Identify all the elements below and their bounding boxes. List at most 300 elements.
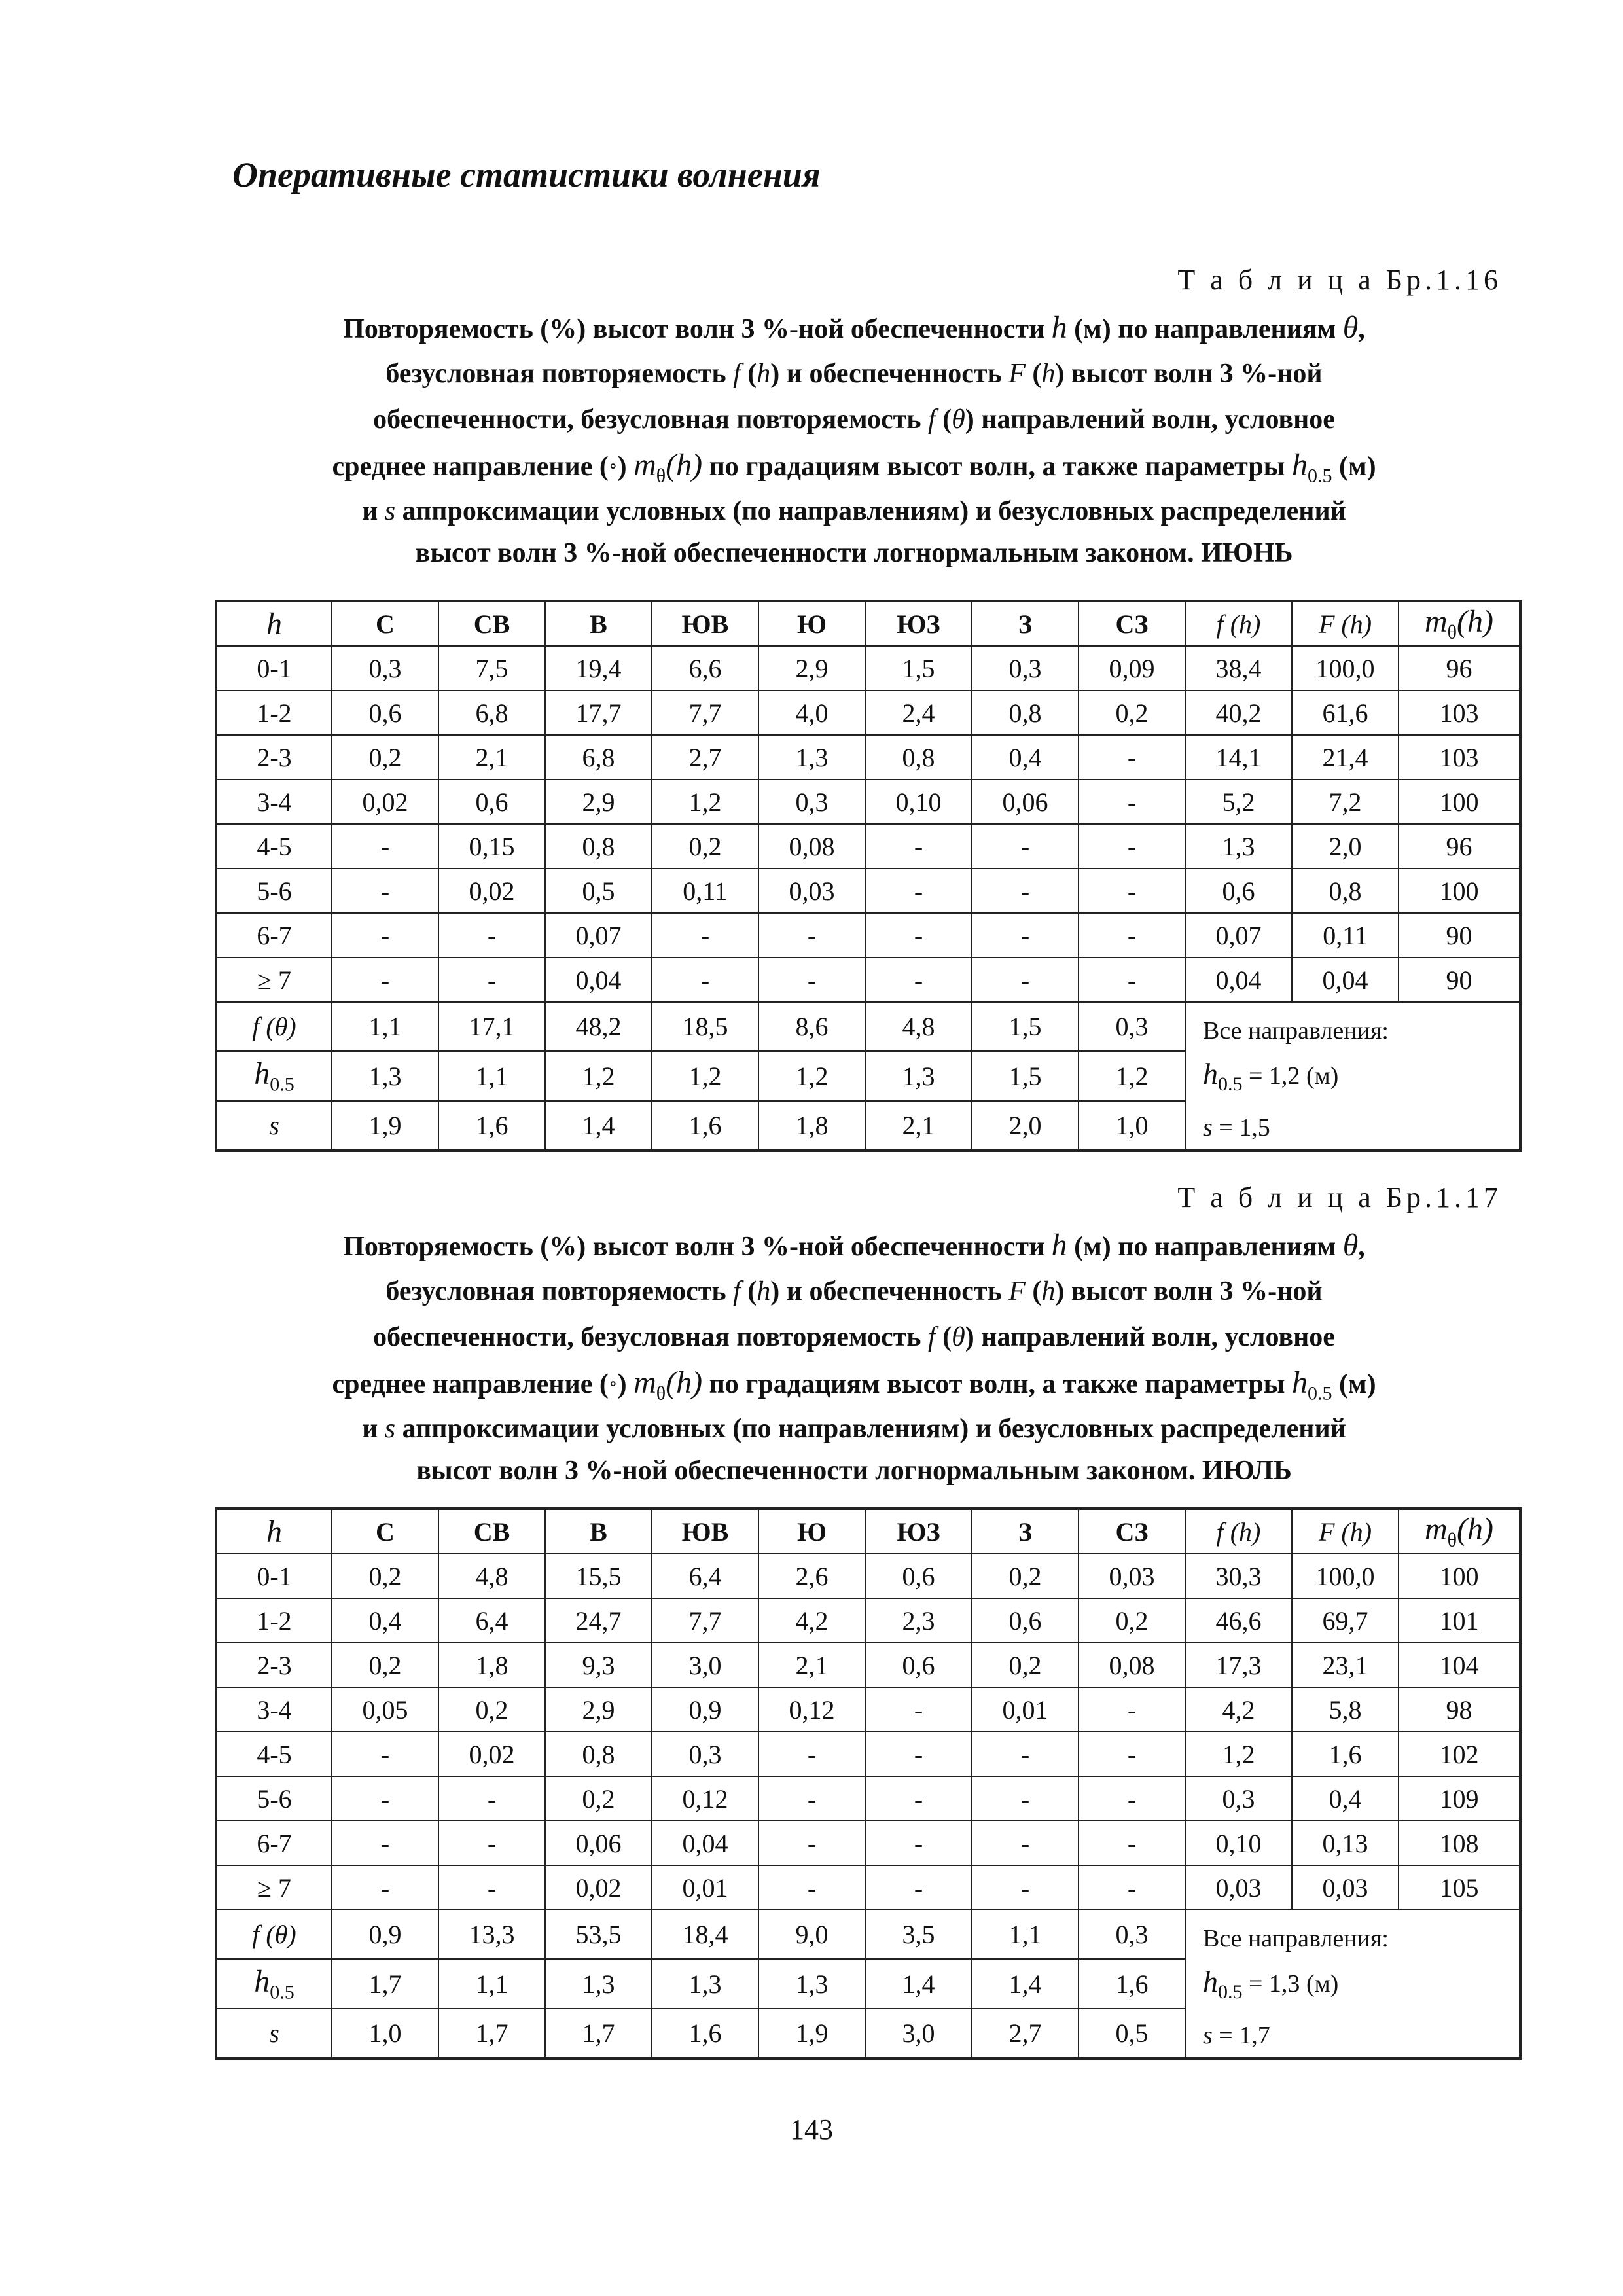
table-cell: 103 bbox=[1399, 735, 1520, 780]
table-cell: 100 bbox=[1399, 1554, 1520, 1598]
h05-label bbox=[254, 1056, 294, 1096]
table-cell: 90 bbox=[1399, 913, 1520, 958]
table-cell: - bbox=[438, 1865, 545, 1910]
table-cell: 0,12 bbox=[758, 1687, 865, 1732]
table-cell: 69,7 bbox=[1292, 1598, 1399, 1643]
table-cell: 1,4 bbox=[972, 1959, 1079, 2008]
table-cell: 105 bbox=[1399, 1865, 1520, 1910]
table-cell: 48,2 bbox=[545, 1002, 652, 1051]
table-cell: - bbox=[758, 1776, 865, 1821]
table-cell: 5,8 bbox=[1292, 1687, 1399, 1732]
row-label: 5-6 bbox=[216, 1776, 332, 1821]
table-cell: - bbox=[865, 913, 972, 958]
table-cell: 1,3 bbox=[758, 735, 865, 780]
wave-table-june bbox=[215, 600, 1522, 1152]
table-cell: 0,2 bbox=[1079, 1598, 1185, 1643]
h05-sub: 0.5 bbox=[270, 1073, 294, 1096]
table-cell: 0,02 bbox=[332, 780, 438, 824]
table-cell: 3,0 bbox=[652, 1643, 758, 1687]
table-cell: 0,3 bbox=[1185, 1776, 1292, 1821]
row-label: ≥ 7 bbox=[216, 958, 332, 1002]
header-cell: СВ bbox=[438, 601, 545, 646]
summary-s bbox=[1203, 2014, 1519, 2057]
h05-label bbox=[254, 1964, 294, 2003]
table-cell: 6,6 bbox=[652, 646, 758, 691]
table-row bbox=[216, 735, 1520, 780]
table-cell: 6,8 bbox=[545, 735, 652, 780]
table-cell: 0,6 bbox=[865, 1554, 972, 1598]
table-cell: 1,9 bbox=[332, 1101, 438, 1151]
summary-heading: Все направления: bbox=[1203, 1925, 1389, 1952]
table-cell: 1,0 bbox=[332, 2009, 438, 2058]
table-cell: 0,5 bbox=[545, 869, 652, 913]
table-cell: 3,5 bbox=[865, 1910, 972, 1959]
table-cell: 38,4 bbox=[1185, 646, 1292, 691]
table-cell: 0,3 bbox=[1079, 1002, 1185, 1051]
header-row bbox=[216, 1509, 1520, 1554]
table-cell: - bbox=[972, 1776, 1079, 1821]
table-cell: - bbox=[758, 913, 865, 958]
table-cell: 0,3 bbox=[972, 646, 1079, 691]
header-cell: З bbox=[972, 1509, 1079, 1554]
header-row bbox=[216, 601, 1520, 646]
table-cell: - bbox=[1079, 869, 1185, 913]
table-cell: 0,2 bbox=[972, 1554, 1079, 1598]
summary-h05-value: = 1,2 bbox=[1249, 1062, 1300, 1090]
table-cell: 0,8 bbox=[545, 824, 652, 869]
summary-s bbox=[1203, 1106, 1519, 1149]
header-cell: Ю bbox=[758, 601, 865, 646]
row-label: 4-5 bbox=[216, 1732, 332, 1776]
header-cell: С bbox=[332, 601, 438, 646]
table-cell: - bbox=[865, 824, 972, 869]
table-cell: 1,3 bbox=[758, 1959, 865, 2008]
table-cell: 0,13 bbox=[1292, 1821, 1399, 1865]
table-cell: 2,1 bbox=[758, 1643, 865, 1687]
s-label: s bbox=[269, 2018, 279, 2048]
header-cell bbox=[1185, 601, 1292, 646]
header-cell bbox=[1399, 601, 1520, 646]
table-cell: 0,3 bbox=[332, 646, 438, 691]
table-row bbox=[216, 780, 1520, 824]
row-label: 0-1 bbox=[216, 1554, 332, 1598]
table-cell: 1,7 bbox=[438, 2009, 545, 2058]
table-cell: 0,02 bbox=[438, 1732, 545, 1776]
table-cell: - bbox=[972, 869, 1079, 913]
table-cell: 4,8 bbox=[438, 1554, 545, 1598]
table-row bbox=[216, 913, 1520, 958]
table-cell: 0,2 bbox=[652, 824, 758, 869]
table-cell: - bbox=[1079, 1865, 1185, 1910]
table-cell: 0,9 bbox=[332, 1910, 438, 1959]
table-row bbox=[216, 1821, 1520, 1865]
table-cell: 1,1 bbox=[332, 1002, 438, 1051]
table-cell: 9,3 bbox=[545, 1643, 652, 1687]
row-label bbox=[216, 1051, 332, 1100]
header-m-sub: θ bbox=[1447, 621, 1457, 643]
header-cell bbox=[1292, 1509, 1399, 1554]
table-cell: 0,8 bbox=[972, 691, 1079, 735]
table-cell: 0,4 bbox=[972, 735, 1079, 780]
table-cell: 0,07 bbox=[1185, 913, 1292, 958]
summary-cell bbox=[1185, 1910, 1520, 2058]
summary-unit: (м) bbox=[1306, 1062, 1339, 1090]
table-cell: 17,3 bbox=[1185, 1643, 1292, 1687]
table-cell: - bbox=[332, 958, 438, 1002]
table-cell: 0,10 bbox=[1185, 1821, 1292, 1865]
table-cell: 0,6 bbox=[332, 691, 438, 735]
header-cell bbox=[216, 601, 332, 646]
row-label: 6-7 bbox=[216, 1821, 332, 1865]
table-cell: 4,8 bbox=[865, 1002, 972, 1051]
row-label: 5-6 bbox=[216, 869, 332, 913]
table-cell: 1,6 bbox=[438, 1101, 545, 1151]
table-cell: 2,3 bbox=[865, 1598, 972, 1643]
table-cell: 0,01 bbox=[652, 1865, 758, 1910]
table-cell: 19,4 bbox=[545, 646, 652, 691]
table-cell: 53,5 bbox=[545, 1910, 652, 1959]
header-m-sub: θ bbox=[1447, 1529, 1457, 1551]
table-cell: 0,9 bbox=[652, 1687, 758, 1732]
table-cell: - bbox=[438, 913, 545, 958]
table-cell: - bbox=[652, 913, 758, 958]
header-m-letter: m bbox=[1424, 1512, 1448, 1547]
summary-s-value: = 1,5 bbox=[1219, 1114, 1270, 1142]
header-fh: f (h) bbox=[1216, 609, 1261, 639]
table-cell: 104 bbox=[1399, 1643, 1520, 1687]
table-cell: 0,15 bbox=[438, 824, 545, 869]
table-cell: 4,0 bbox=[758, 691, 865, 735]
summary-heading: Все направления: bbox=[1203, 1017, 1389, 1045]
row-label: 1-2 bbox=[216, 1598, 332, 1643]
table-cell: - bbox=[972, 1865, 1079, 1910]
table-cell: - bbox=[438, 958, 545, 1002]
table-cell: 0,3 bbox=[758, 780, 865, 824]
header-cell: С bbox=[332, 1509, 438, 1554]
summary-h05 bbox=[1203, 1960, 1519, 2014]
table-cell: 7,7 bbox=[652, 691, 758, 735]
summary-cell bbox=[1185, 1002, 1520, 1151]
header-cell: СЗ bbox=[1079, 1509, 1185, 1554]
table-cell: - bbox=[865, 869, 972, 913]
table-cell: 15,5 bbox=[545, 1554, 652, 1598]
header-cell: В bbox=[545, 1509, 652, 1554]
ftheta-label: f (θ) bbox=[252, 1012, 296, 1042]
table-caption: Повторяемость (%) высот волн 3 %-ной обеспеченности h (м) по направлениям θ, безусловная повторяемость f (h) и обеспеченность F (h) высот волн 3 %-ной обеспеченности, безусловная повторяемость f (θ) направлений волн, условное среднее направление (∘) $m_\theta(h)$ по градациям высот волн, а также параметры $h_{0.5}$ (м) и s аппроксимации условных (по направлениям) и безусловных распределений высот волн 3 %-ной обеспеченности логнормальным законом. ИЮНЬ bbox=[332, 310, 1376, 568]
row-label bbox=[216, 2009, 332, 2058]
row-label bbox=[216, 1959, 332, 2008]
table-cell: 0,12 bbox=[652, 1776, 758, 1821]
table-cell: - bbox=[758, 958, 865, 1002]
table-cell: 98 bbox=[1399, 1687, 1520, 1732]
section-title: Оперативные статистики волнения bbox=[232, 155, 821, 194]
table-cell: 0,08 bbox=[1079, 1643, 1185, 1687]
table-cell: 0,05 bbox=[332, 1687, 438, 1732]
table-cell: 0,3 bbox=[1079, 1910, 1185, 1959]
table-cell: 0,11 bbox=[1292, 913, 1399, 958]
header-cell: Ю bbox=[758, 1509, 865, 1554]
table-cell: 1,7 bbox=[545, 2009, 652, 2058]
row-label: 2-3 bbox=[216, 1643, 332, 1687]
table-cell: 0,01 bbox=[972, 1687, 1079, 1732]
table-cell: 0,08 bbox=[758, 824, 865, 869]
header-m-arg: (h) bbox=[1457, 1512, 1493, 1547]
table-cell: - bbox=[332, 1732, 438, 1776]
table-cell: 1,2 bbox=[652, 780, 758, 824]
table-cell: 0,06 bbox=[545, 1821, 652, 1865]
summary-s-symbol: s bbox=[1203, 1114, 1213, 1142]
table-cell: 2,9 bbox=[545, 780, 652, 824]
table-cell: 1,5 bbox=[865, 646, 972, 691]
table-cell: 18,4 bbox=[652, 1910, 758, 1959]
table-cell: 2,0 bbox=[1292, 824, 1399, 869]
table-caption: Повторяемость (%) высот волн 3 %-ной обеспеченности h (м) по направлениям θ, безусловная повторяемость f (h) и обеспеченность F (h) высот волн 3 %-ной обеспеченности, безусловная повторяемость f (θ) направлений волн, условное среднее направление (∘) $m_\theta(h)$ по градациям высот волн, а также параметры $h_{0.5}$ (м) и s аппроксимации условных (по направлениям) и безусловных распределений высот волн 3 %-ной обеспеченности логнормальным законом. ИЮЛЬ bbox=[332, 1228, 1376, 1486]
row-label: 3-4 bbox=[216, 1687, 332, 1732]
table-cell: 0,4 bbox=[332, 1598, 438, 1643]
header-h: h bbox=[266, 1514, 282, 1549]
h05-letter: h bbox=[254, 1056, 270, 1092]
summary-h05-value: = 1,3 bbox=[1249, 1970, 1300, 1998]
row-label: ≥ 7 bbox=[216, 1865, 332, 1910]
header-m bbox=[1424, 604, 1493, 643]
table-row bbox=[216, 1554, 1520, 1598]
s-label: s bbox=[269, 1110, 279, 1140]
table-cell: 2,7 bbox=[652, 735, 758, 780]
table-cell: 0,09 bbox=[1079, 646, 1185, 691]
table-cell: 96 bbox=[1399, 646, 1520, 691]
table-row bbox=[216, 1776, 1520, 1821]
table-cell: 0,6 bbox=[865, 1643, 972, 1687]
table-cell: 102 bbox=[1399, 1732, 1520, 1776]
summary-h05-sub: 0.5 bbox=[1218, 1073, 1243, 1096]
table-cell: 0,03 bbox=[1079, 1554, 1185, 1598]
table-cell: - bbox=[332, 1821, 438, 1865]
table-cell: - bbox=[332, 869, 438, 913]
table-cell: 1,8 bbox=[438, 1643, 545, 1687]
table-cell: 1,6 bbox=[652, 1101, 758, 1151]
table-cell: 0,2 bbox=[1079, 691, 1185, 735]
table-row bbox=[216, 869, 1520, 913]
table-cell: 0,5 bbox=[1079, 2009, 1185, 2058]
table-cell: 1,6 bbox=[1292, 1732, 1399, 1776]
table-cell: 2,9 bbox=[758, 646, 865, 691]
table-row bbox=[216, 1002, 1520, 1051]
header-m-letter: m bbox=[1424, 604, 1448, 639]
table-cell: - bbox=[332, 913, 438, 958]
header-cell bbox=[216, 1509, 332, 1554]
table-cell: 7,2 bbox=[1292, 780, 1399, 824]
table-cell: 0,04 bbox=[1292, 958, 1399, 1002]
table-cell: - bbox=[972, 1821, 1079, 1865]
table-cell: 0,03 bbox=[1185, 1865, 1292, 1910]
table-cell: 0,2 bbox=[332, 735, 438, 780]
table-cell: 96 bbox=[1399, 824, 1520, 869]
table-row bbox=[216, 958, 1520, 1002]
table-row bbox=[216, 1598, 1520, 1643]
table-cell: 3,0 bbox=[865, 2009, 972, 2058]
table-cell: 0,6 bbox=[438, 780, 545, 824]
table-cell: - bbox=[332, 1865, 438, 1910]
table-cell: 1,6 bbox=[652, 2009, 758, 2058]
table-cell: 1,6 bbox=[1079, 1959, 1185, 2008]
table-cell: 2,4 bbox=[865, 691, 972, 735]
row-label: 6-7 bbox=[216, 913, 332, 958]
table-cell: 0,4 bbox=[1292, 1776, 1399, 1821]
table-cell: 90 bbox=[1399, 958, 1520, 1002]
ftheta-label: f (θ) bbox=[252, 1920, 296, 1950]
table-cell: - bbox=[332, 824, 438, 869]
table-cell: - bbox=[438, 1776, 545, 1821]
h05-letter: h bbox=[254, 1964, 270, 2000]
wave-table-july bbox=[215, 1507, 1522, 2060]
table-cell: 7,5 bbox=[438, 646, 545, 691]
table-cell: 0,10 bbox=[865, 780, 972, 824]
table-row bbox=[216, 1687, 1520, 1732]
table-cell: 30,3 bbox=[1185, 1554, 1292, 1598]
table-cell: - bbox=[972, 1732, 1079, 1776]
table-cell: 8,6 bbox=[758, 1002, 865, 1051]
table-row bbox=[216, 646, 1520, 691]
table-cell: 0,07 bbox=[545, 913, 652, 958]
header-m-arg: (h) bbox=[1457, 604, 1493, 639]
table-cell: 1,7 bbox=[332, 1959, 438, 2008]
table-cell: 2,1 bbox=[865, 1101, 972, 1151]
table-cell: 0,11 bbox=[652, 869, 758, 913]
table-cell: 9,0 bbox=[758, 1910, 865, 1959]
table-cell: - bbox=[1079, 1732, 1185, 1776]
table-cell: 61,6 bbox=[1292, 691, 1399, 735]
table-number: Т а б л и ц а Бр.1.16 bbox=[1177, 264, 1502, 296]
table-cell: 0,02 bbox=[545, 1865, 652, 1910]
table-cell: 0,2 bbox=[545, 1776, 652, 1821]
table-cell: 21,4 bbox=[1292, 735, 1399, 780]
table-cell: 23,1 bbox=[1292, 1643, 1399, 1687]
table-cell: 17,7 bbox=[545, 691, 652, 735]
header-m bbox=[1424, 1512, 1493, 1551]
table-cell: - bbox=[865, 958, 972, 1002]
table-cell: 0,02 bbox=[438, 869, 545, 913]
header-cell: ЮЗ bbox=[865, 601, 972, 646]
header-cell bbox=[1399, 1509, 1520, 1554]
table-cell: - bbox=[1079, 958, 1185, 1002]
table-cell: 1,8 bbox=[758, 1101, 865, 1151]
header-Fh: F (h) bbox=[1318, 609, 1372, 639]
table-cell: - bbox=[1079, 824, 1185, 869]
table-row bbox=[216, 1865, 1520, 1910]
table-row bbox=[216, 1910, 1520, 1959]
table-cell: - bbox=[652, 958, 758, 1002]
table-cell: 100 bbox=[1399, 869, 1520, 913]
table-cell: 1,1 bbox=[438, 1051, 545, 1100]
table-cell: 0,6 bbox=[1185, 869, 1292, 913]
table-cell: 0,8 bbox=[865, 735, 972, 780]
table-cell: 1,2 bbox=[1185, 1732, 1292, 1776]
table-cell: 1,2 bbox=[758, 1051, 865, 1100]
header-cell: З bbox=[972, 601, 1079, 646]
table-cell: - bbox=[972, 958, 1079, 1002]
table-cell: 101 bbox=[1399, 1598, 1520, 1643]
table-cell: 4,2 bbox=[758, 1598, 865, 1643]
header-h: h bbox=[266, 606, 282, 641]
table-cell: 2,7 bbox=[972, 2009, 1079, 2058]
table-cell: - bbox=[865, 1732, 972, 1776]
table-cell: 2,1 bbox=[438, 735, 545, 780]
table-cell: 7,7 bbox=[652, 1598, 758, 1643]
table-cell: 0,3 bbox=[652, 1732, 758, 1776]
table-cell: - bbox=[865, 1821, 972, 1865]
header-cell: В bbox=[545, 601, 652, 646]
table-cell: - bbox=[438, 1821, 545, 1865]
header-cell: СЗ bbox=[1079, 601, 1185, 646]
table-cell: 108 bbox=[1399, 1821, 1520, 1865]
table-cell: 0,06 bbox=[972, 780, 1079, 824]
summary-h05 bbox=[1203, 1052, 1519, 1106]
table-cell: 0,03 bbox=[1292, 1865, 1399, 1910]
table-row bbox=[216, 824, 1520, 869]
table-row bbox=[216, 1643, 1520, 1687]
table-cell: 13,3 bbox=[438, 1910, 545, 1959]
table-cell: 40,2 bbox=[1185, 691, 1292, 735]
table-cell: 0,04 bbox=[545, 958, 652, 1002]
table-row bbox=[216, 1732, 1520, 1776]
summary-h05-symbol bbox=[1203, 1965, 1243, 2003]
table-cell: 6,4 bbox=[652, 1554, 758, 1598]
table-cell: 1,1 bbox=[972, 1910, 1079, 1959]
page-number: 143 bbox=[790, 2113, 833, 2145]
table-cell: 6,4 bbox=[438, 1598, 545, 1643]
table-cell: 0,6 bbox=[972, 1598, 1079, 1643]
table-cell: 1,9 bbox=[758, 2009, 865, 2058]
summary-unit: (м) bbox=[1306, 1970, 1339, 1998]
header-fh: f (h) bbox=[1216, 1516, 1261, 1547]
table-cell: 18,5 bbox=[652, 1002, 758, 1051]
summary-h05-sub: 0.5 bbox=[1218, 1981, 1243, 2003]
table-cell: 0,03 bbox=[758, 869, 865, 913]
table-cell: 1,4 bbox=[545, 1101, 652, 1151]
table-cell: 0,04 bbox=[1185, 958, 1292, 1002]
row-label bbox=[216, 1910, 332, 1959]
table-cell: 103 bbox=[1399, 691, 1520, 735]
table-cell: 0,8 bbox=[1292, 869, 1399, 913]
table-cell: 100 bbox=[1399, 780, 1520, 824]
summary-s-symbol: s bbox=[1203, 2022, 1213, 2050]
table-cell: 100,0 bbox=[1292, 1554, 1399, 1598]
table-cell: 4,2 bbox=[1185, 1687, 1292, 1732]
table-cell: 1,3 bbox=[545, 1959, 652, 2008]
h05-sub: 0.5 bbox=[270, 1981, 294, 2003]
table-cell: 1,3 bbox=[865, 1051, 972, 1100]
table-cell: 2,6 bbox=[758, 1554, 865, 1598]
table-number: Т а б л и ц а Бр.1.17 bbox=[1177, 1181, 1502, 1213]
header-Fh: F (h) bbox=[1318, 1516, 1372, 1547]
table-cell: 1,5 bbox=[972, 1002, 1079, 1051]
table-cell: 0,04 bbox=[652, 1821, 758, 1865]
table-cell: 0,8 bbox=[545, 1732, 652, 1776]
summary-h05-letter: h bbox=[1203, 1965, 1218, 1998]
table-cell: 2,9 bbox=[545, 1687, 652, 1732]
table-row bbox=[216, 691, 1520, 735]
table-cell: - bbox=[1079, 1821, 1185, 1865]
table-cell: - bbox=[758, 1865, 865, 1910]
table-cell: - bbox=[1079, 1776, 1185, 1821]
table-cell: 1,2 bbox=[652, 1051, 758, 1100]
table-cell: 1,3 bbox=[1185, 824, 1292, 869]
table-cell: 1,5 bbox=[972, 1051, 1079, 1100]
table-cell: 0,2 bbox=[332, 1554, 438, 1598]
table-cell: 0,2 bbox=[438, 1687, 545, 1732]
summary-h05-letter: h bbox=[1203, 1057, 1218, 1090]
row-label: 2-3 bbox=[216, 735, 332, 780]
